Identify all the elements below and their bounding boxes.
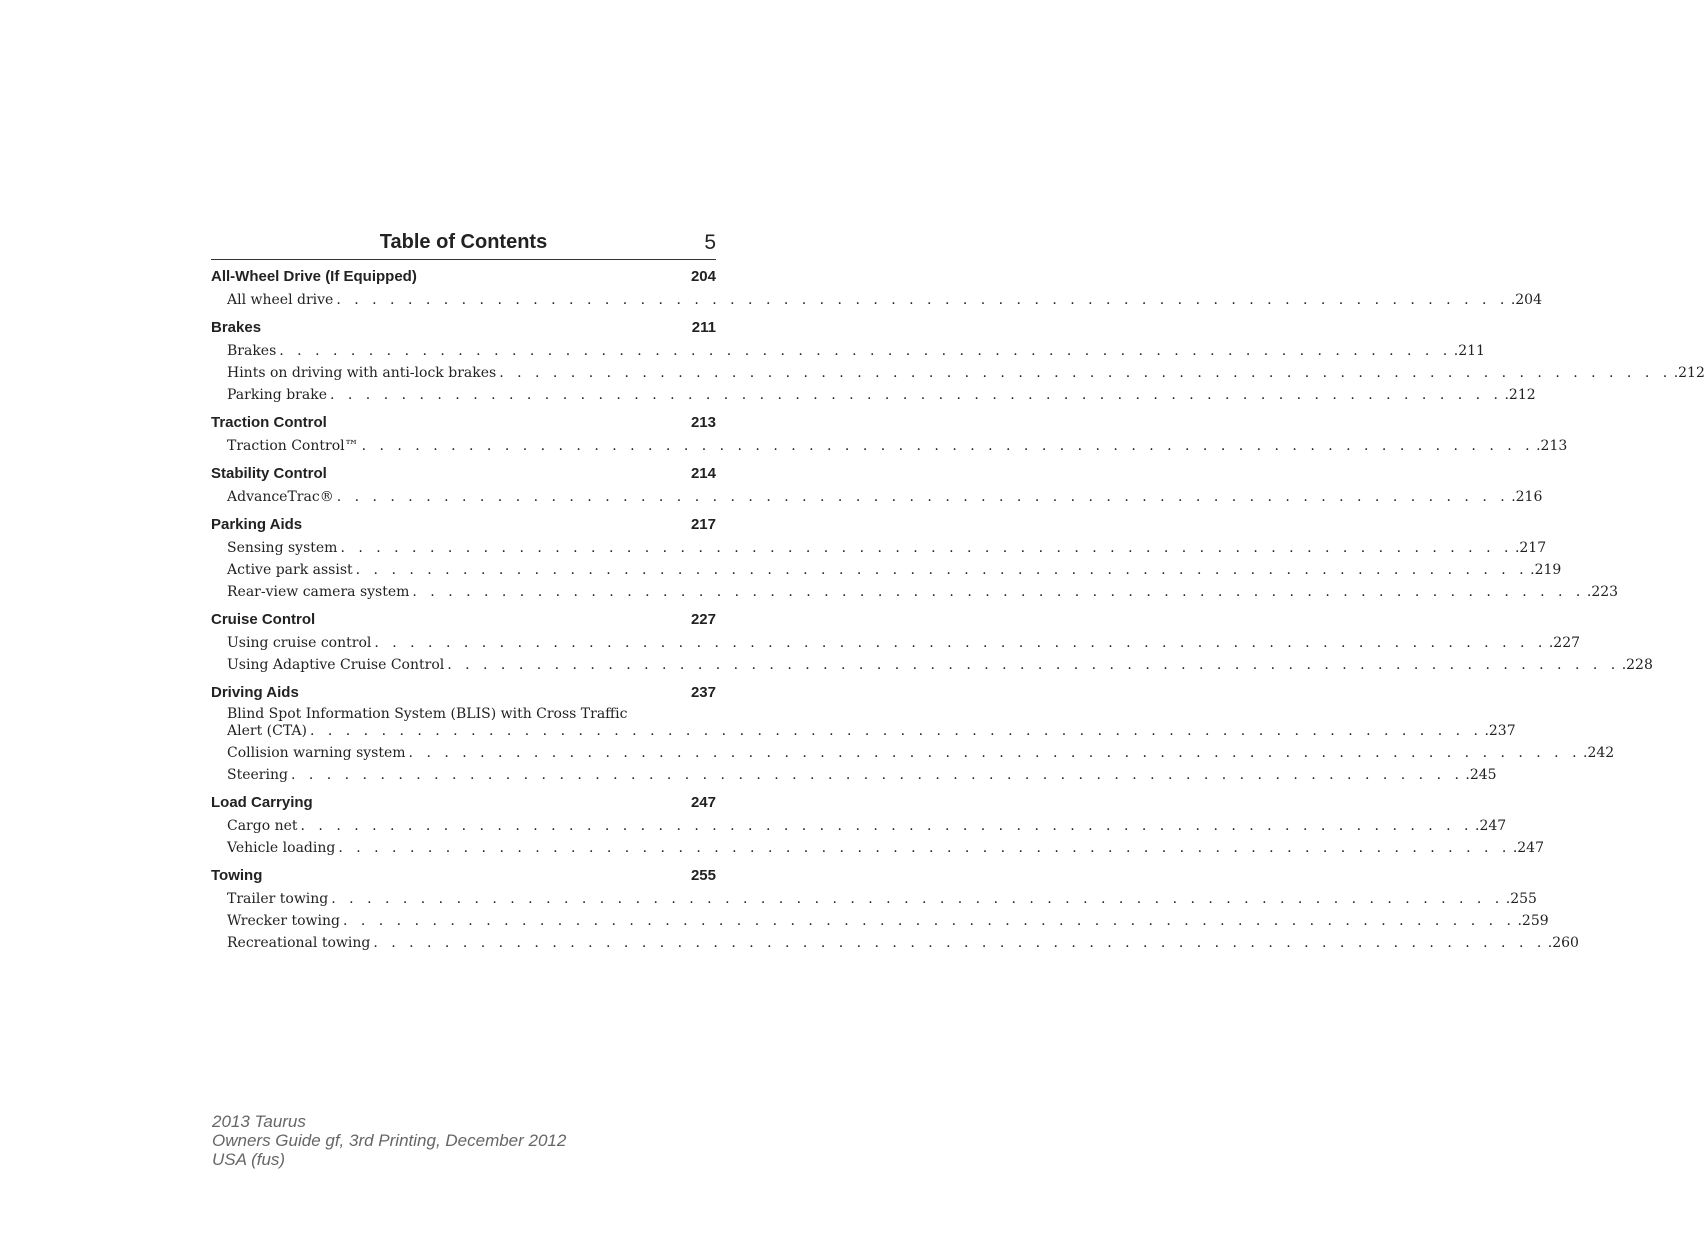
section-page: 255 — [690, 867, 716, 884]
dot-leader: . . . . . . . . . . . . . . . . . . . . . . . . . . . . . . . . . . . . . . . . . . . . . . . . . . . . . . . . . . . . . . . . . . — [499, 365, 1672, 381]
entry-label: All wheel drive — [227, 292, 334, 308]
toc-entry[interactable] — [211, 581, 1619, 603]
entry-page: .237 — [1484, 723, 1516, 739]
dot-leader: . . . . . . . . . . . . . . . . . . . . . . . . . . . . . . . . . . . . . . . . . . . . . . . . . . . . . . . . . . . . . . . . . . — [340, 540, 1513, 556]
dot-leader: . . . . . . . . . . . . . . . . . . . . . . . . . . . . . . . . . . . . . . . . . . . . . . . . . . . . . . . . . . . . . . . . . . — [336, 489, 1510, 505]
entry-label-line1: Blind Spot Information System (BLIS) with Cross Traffic — [227, 706, 628, 722]
section-title: Cruise Control — [211, 611, 316, 628]
entry-page: .204 — [1510, 292, 1542, 308]
toc-entry[interactable] — [211, 289, 1542, 311]
dot-leader: . . . . . . . . . . . . . . . . . . . . . . . . . . . . . . . . . . . . . . . . . . . . . . . . . . . . . . . . . . . . . . . . . . — [279, 343, 1452, 359]
page-number: 5 — [704, 231, 716, 254]
section-title: Driving Aids — [211, 684, 299, 701]
section-heading[interactable] — [211, 867, 716, 888]
dot-leader: . . . . . . . . . . . . . . . . . . . . . . . . . . . . . . . . . . . . . . . . . . . . . . . . . . . . . . . . . . . . . . . . . . — [309, 723, 1483, 739]
toc-entry[interactable] — [211, 837, 1544, 859]
section-title: Parking Aids — [211, 516, 303, 533]
entry-page: .247 — [1512, 840, 1544, 856]
toc-section-stability-control — [211, 465, 1543, 508]
toc-entry[interactable] — [211, 654, 1653, 676]
page-title: Table of Contents — [379, 231, 548, 253]
entry-label: Brakes — [227, 343, 277, 359]
entry-page: .217 — [1514, 540, 1547, 556]
footer-region-code: USA — [212, 1150, 247, 1169]
section-title: All-Wheel Drive (If Equipped) — [211, 268, 417, 285]
section-title: Towing — [211, 867, 263, 884]
entry-label: Parking brake — [227, 387, 327, 403]
table-of-contents — [211, 268, 1705, 962]
entry-page: .211 — [1453, 343, 1485, 359]
toc-section-cruise-control — [211, 611, 1653, 676]
toc-entry[interactable] — [211, 384, 1536, 406]
entry-label: Using Adaptive Cruise Control — [227, 657, 445, 673]
entry-label: Recreational towing — [227, 935, 371, 951]
section-page: 213 — [690, 414, 716, 431]
dot-leader: . . . . . . . . . . . . . . . . . . . . . . . . . . . . . . . . . . . . . . . . . . . . . . . . . . . . . . . . . . . . . . . . . . — [412, 584, 1585, 600]
toc-entry[interactable] — [211, 632, 1581, 654]
entry-page: .255 — [1505, 891, 1537, 907]
entry-label: Using cruise control — [227, 635, 372, 651]
toc-section-driving-aids — [211, 684, 1615, 786]
entry-page: .260 — [1547, 935, 1579, 951]
section-heading[interactable] — [211, 268, 716, 289]
toc-entry[interactable] — [211, 435, 1568, 457]
dot-leader: . . . . . . . . . . . . . . . . . . . . . . . . . . . . . . . . . . . . . . . . . . . . . . . . . . . . . . . . . . . . . . . . . . — [331, 891, 1504, 907]
entry-label: Rear-view camera system — [227, 584, 410, 600]
section-heading[interactable] — [211, 611, 716, 632]
entry-label: Hints on driving with anti-lock brakes — [227, 365, 497, 381]
toc-entry[interactable] — [211, 559, 1562, 581]
dot-leader: . . . . . . . . . . . . . . . . . . . . . . . . . . . . . . . . . . . . . . . . . . . . . . . . . . . . . . . . . . . . . . . . . . — [342, 913, 1516, 929]
section-title: Load Carrying — [211, 794, 313, 811]
entry-page: .227 — [1548, 635, 1581, 651]
section-page: 227 — [690, 611, 716, 628]
section-title: Stability Control — [211, 465, 327, 482]
entry-page: .247 — [1475, 818, 1507, 834]
dot-leader: . . . . . . . . . . . . . . . . . . . . . . . . . . . . . . . . . . . . . . . . . . . . . . . . . . . . . . . . . . . . . . . . . . — [336, 292, 1509, 308]
page-footer — [212, 1112, 566, 1169]
toc-section-load-carrying — [211, 794, 1544, 859]
entry-page: .259 — [1517, 913, 1549, 929]
toc-entry[interactable] — [211, 815, 1507, 837]
entry-label: Traction Control™ — [227, 438, 359, 454]
entry-label: Vehicle loading — [227, 840, 336, 856]
entry-page: .216 — [1511, 489, 1543, 505]
toc-entry[interactable] — [211, 742, 1615, 764]
entry-page: .245 — [1465, 767, 1497, 783]
section-page: 247 — [690, 794, 716, 811]
section-title: Brakes — [211, 319, 262, 336]
entry-label: AdvanceTrac® — [227, 489, 334, 505]
section-heading[interactable] — [211, 684, 716, 705]
page-header — [211, 228, 716, 260]
toc-entry[interactable] — [211, 537, 1547, 559]
dot-leader: . . . . . . . . . . . . . . . . . . . . . . . . . . . . . . . . . . . . . . . . . . . . . . . . . . . . . . . . . . . . . . . . . . — [355, 562, 1529, 578]
section-page: 211 — [691, 319, 716, 336]
footer-region-suffix: (fus) — [251, 1150, 286, 1169]
section-page: 217 — [690, 516, 716, 533]
toc-entry[interactable] — [211, 362, 1705, 384]
entry-label: Active park assist — [227, 562, 353, 578]
toc-section-brakes — [211, 319, 1705, 406]
entry-page: .213 — [1536, 438, 1568, 454]
dot-leader: . . . . . . . . . . . . . . . . . . . . . . . . . . . . . . . . . . . . . . . . . . . . . . . . . . . . . . . . . . . . . . . . . . — [361, 438, 1535, 454]
toc-entry[interactable] — [211, 705, 1516, 742]
toc-entry[interactable] — [211, 932, 1579, 954]
toc-entry[interactable] — [211, 340, 1485, 362]
toc-entry[interactable] — [211, 888, 1537, 910]
entry-label: Trailer towing — [227, 891, 329, 907]
dot-leader: . . . . . . . . . . . . . . . . . . . . . . . . . . . . . . . . . . . . . . . . . . . . . . . . . . . . . . . . . . . . . . . . . . — [374, 635, 1547, 651]
entry-label: Sensing system — [227, 540, 338, 556]
dot-leader: . . . . . . . . . . . . . . . . . . . . . . . . . . . . . . . . . . . . . . . . . . . . . . . . . . . . . . . . . . . . . . . . . . — [373, 935, 1546, 951]
entry-label: Alert (CTA) — [227, 723, 307, 739]
footer-model: 2013 Taurus — [212, 1112, 306, 1131]
toc-section-parking-aids — [211, 516, 1619, 603]
section-heading[interactable] — [211, 794, 716, 815]
entry-label: Cargo net — [227, 818, 298, 834]
section-heading[interactable] — [211, 465, 716, 486]
entry-page: .212 — [1504, 387, 1536, 403]
toc-entry[interactable] — [211, 486, 1543, 508]
toc-entry[interactable] — [211, 764, 1497, 786]
entry-page: .212 — [1673, 365, 1705, 381]
toc-section-towing — [211, 867, 1579, 954]
section-heading[interactable] — [211, 319, 716, 340]
dot-leader: . . . . . . . . . . . . . . . . . . . . . . . . . . . . . . . . . . . . . . . . . . . . . . . . . . . . . . . . . . . . . . . . . . — [408, 745, 1582, 761]
section-page: 237 — [690, 684, 716, 701]
entry-page: .219 — [1530, 562, 1562, 578]
entry-page: .223 — [1586, 584, 1619, 600]
footer-region — [212, 1150, 566, 1169]
section-heading[interactable] — [211, 414, 716, 435]
dot-leader: . . . . . . . . . . . . . . . . . . . . . . . . . . . . . . . . . . . . . . . . . . . . . . . . . . . . . . . . . . . . . . . . . . — [330, 387, 1503, 403]
section-page: 204 — [690, 268, 716, 285]
entry-label: Steering — [227, 767, 288, 783]
entry-page: .242 — [1583, 745, 1615, 761]
footer-edition: Owners Guide gf, 3rd Printing, December 2012 — [212, 1131, 567, 1150]
entry-label: Collision warning system — [227, 745, 406, 761]
entry-page: .228 — [1621, 657, 1653, 673]
toc-entry[interactable] — [211, 910, 1549, 932]
dot-leader: . . . . . . . . . . . . . . . . . . . . . . . . . . . . . . . . . . . . . . . . . . . . . . . . . . . . . . . . . . . . . . . . . . — [447, 657, 1620, 673]
dot-leader: . . . . . . . . . . . . . . . . . . . . . . . . . . . . . . . . . . . . . . . . . . . . . . . . . . . . . . . . . . . . . . . . . . — [300, 818, 1474, 834]
toc-section-traction-control — [211, 414, 1568, 457]
dot-leader: . . . . . . . . . . . . . . . . . . . . . . . . . . . . . . . . . . . . . . . . . . . . . . . . . . . . . . . . . . . . . . . . . . — [290, 767, 1464, 783]
section-heading[interactable] — [211, 516, 716, 537]
section-page: 214 — [690, 465, 716, 482]
entry-label: Wrecker towing — [227, 913, 340, 929]
toc-section-all-wheel-drive — [211, 268, 1542, 311]
dot-leader: . . . . . . . . . . . . . . . . . . . . . . . . . . . . . . . . . . . . . . . . . . . . . . . . . . . . . . . . . . . . . . . . . . — [338, 840, 1511, 856]
section-title: Traction Control — [211, 414, 327, 431]
